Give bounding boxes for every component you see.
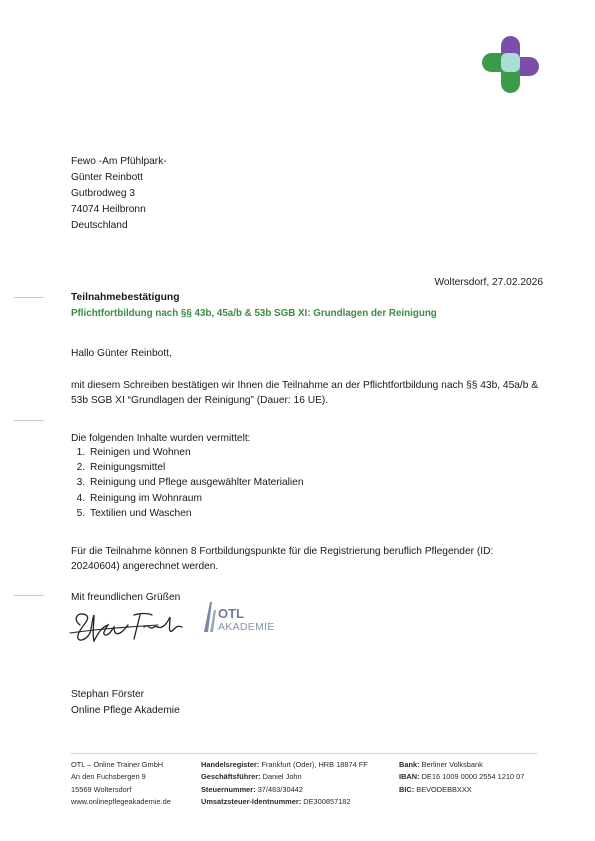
letter-subject: Teilnahmebestätigung bbox=[71, 292, 180, 303]
recipient-line: 74074 Heilbronn bbox=[71, 204, 146, 215]
footer-entry bbox=[201, 771, 368, 783]
footer-website-link[interactable]: www.onlinepflegeakademie.de bbox=[71, 797, 171, 807]
list-item: 3. Reinigung und Pflege ausgewählter Materialien bbox=[88, 475, 304, 490]
footer-entry bbox=[201, 759, 368, 771]
letter-subtitle: Pflichtfortbildung nach §§ 43b, 45a/b & 53b SGB XI: Grundlagen der Reinigung bbox=[71, 308, 437, 319]
recipient-line: Gutbrodweg 3 bbox=[71, 188, 135, 199]
footer-value: DE300857182 bbox=[303, 797, 351, 807]
footer-value: Berliner Volksbank bbox=[421, 760, 483, 769]
footer-entry bbox=[399, 759, 524, 771]
footer-line: An den Fuchsbergen 9 bbox=[71, 772, 146, 782]
footer-label: Handelsregister: bbox=[201, 760, 260, 769]
list-item: 5. Textilien und Waschen bbox=[88, 506, 304, 521]
footer-bank-column bbox=[399, 759, 524, 796]
footer-entry bbox=[399, 784, 524, 796]
greeting: Hallo Günter Reinbott, bbox=[71, 348, 172, 359]
sender-block bbox=[71, 687, 180, 718]
recipient-address bbox=[71, 154, 167, 234]
footer-company-column bbox=[71, 759, 171, 809]
footer-label: Umsatzsteuer-Identnummer: bbox=[201, 797, 302, 807]
stamp-line: AKADEMIE bbox=[218, 621, 275, 633]
footer-line: 15569 Woltersdorf bbox=[71, 784, 132, 794]
footer-label: Bank: bbox=[399, 760, 420, 769]
content-list bbox=[71, 445, 304, 521]
fold-mark-top bbox=[14, 297, 44, 298]
footer-value: Frankfurt (Oder), HRB 18874 FF bbox=[261, 760, 368, 769]
punch-mark bbox=[14, 420, 44, 421]
otl-akademie-logo-icon bbox=[200, 598, 290, 638]
list-item: 2. Reinigungsmittel bbox=[88, 460, 304, 475]
footer-value: DE16 1009 0000 2554 1210 07 bbox=[421, 772, 525, 782]
footer-label: IBAN: bbox=[399, 772, 420, 782]
signature-icon bbox=[68, 605, 186, 645]
list-intro: Die folgenden Inhalte wurden vermittelt: bbox=[71, 433, 251, 444]
sender-name: Stephan Förster bbox=[71, 689, 145, 700]
footer-divider bbox=[71, 753, 537, 754]
cross-logo-icon bbox=[482, 36, 539, 93]
footer-label: Steuernummer: bbox=[201, 784, 256, 794]
list-item: 4. Reinigung im Wohnraum bbox=[88, 491, 304, 506]
recipient-line: Günter Reinbott bbox=[71, 172, 143, 183]
closing: Mit freundlichen Grüßen bbox=[71, 592, 181, 603]
footer-value: 37/463/30442 bbox=[257, 784, 303, 794]
stamp-line: OTL bbox=[218, 606, 244, 621]
footer-value: Daniel John bbox=[262, 772, 302, 782]
recipient-line: Deutschland bbox=[71, 220, 128, 231]
footer-line: OTL – Online Trainer GmbH bbox=[71, 760, 164, 769]
footer-label: BIC: bbox=[399, 784, 415, 794]
footer-label: Geschäftsführer: bbox=[201, 772, 261, 782]
fold-mark-bottom bbox=[14, 595, 44, 596]
recipient-line: Fewo -Am Pfühlpark- bbox=[71, 156, 167, 167]
points-paragraph: Für die Teilnahme können 8 Fortbildungspunkte für die Registrierung beruflich Pflegender (ID: 20240604) angerechnet werden. bbox=[71, 546, 494, 573]
sender-org: Online Pflege Akademie bbox=[71, 704, 180, 716]
footer-entry bbox=[399, 771, 524, 783]
list-item: 1. Reinigen und Wohnen bbox=[88, 445, 304, 460]
footer-entry bbox=[201, 784, 368, 796]
footer-registry-column bbox=[201, 759, 368, 809]
footer-entry bbox=[201, 796, 368, 808]
confirmation-paragraph: mit diesem Schreiben bestätigen wir Ihnen die Teilnahme an der Pflichtfortbildung nach §§ 43b, 45a/b & 53b SGB XI “Grundlagen der Reinigung” (Dauer: 16 UE). bbox=[71, 380, 539, 407]
letter-date: Woltersdorf, 27.02.2026 bbox=[434, 277, 543, 288]
footer-value: BEVODEBBXXX bbox=[416, 784, 472, 794]
